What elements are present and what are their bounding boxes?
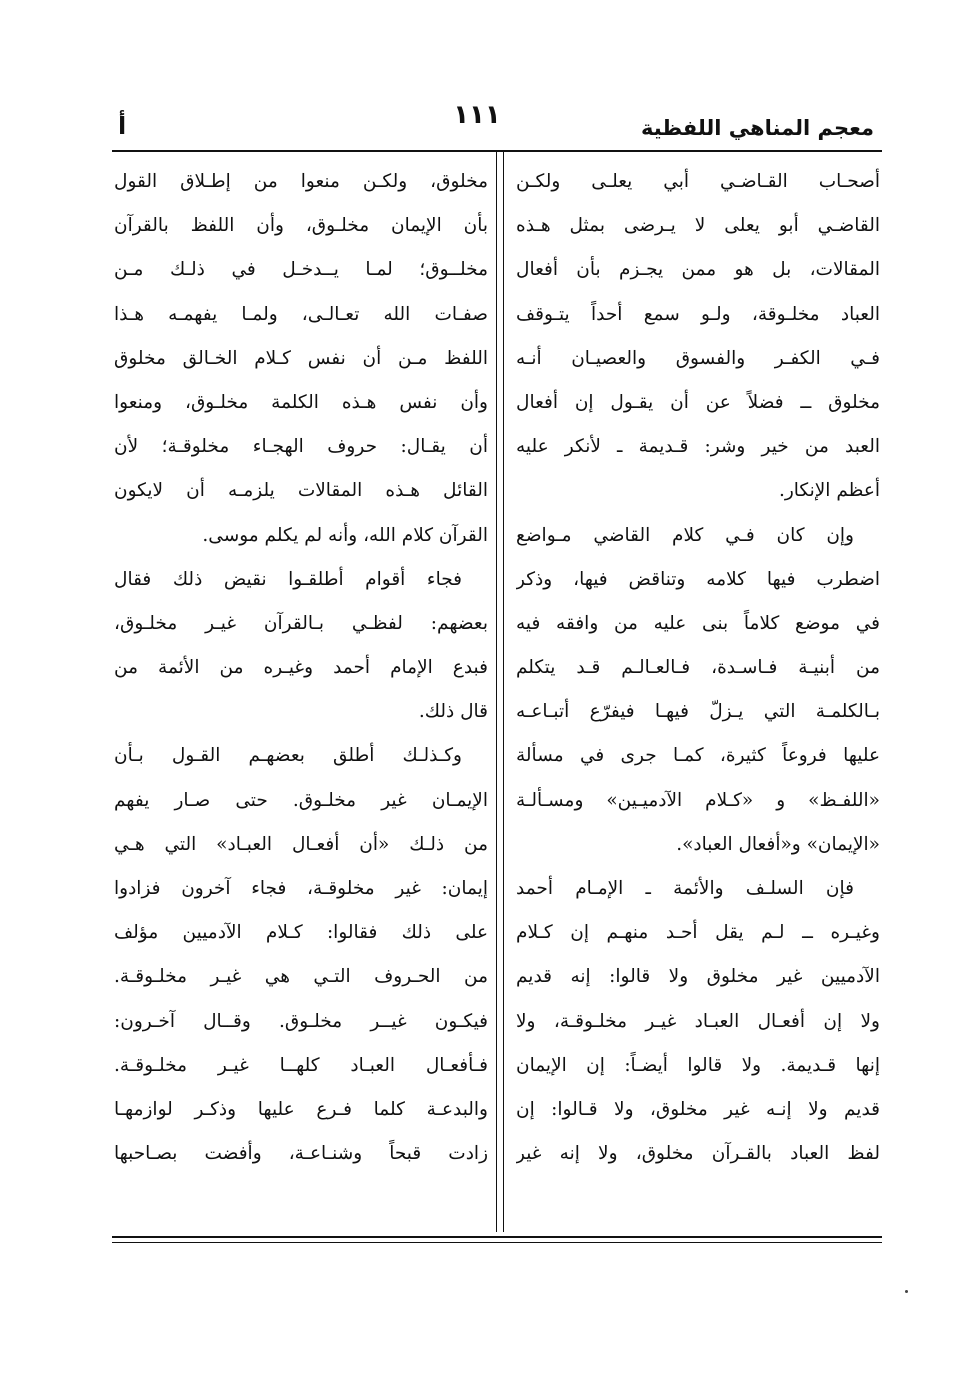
text-line: المقالات، بل هو ممن يجـزم بأن أفعال — [516, 259, 880, 281]
text-line: القرآن كلام الله، وأنه لم يكلم موسى. — [202, 524, 488, 546]
text-line: وكـذلـك أطلق بعضهـم القـول بـأن — [114, 745, 462, 767]
footer-rule — [112, 1236, 882, 1238]
text-line: فـي الكفـر والفسوق والعصيـان أنـه — [516, 347, 880, 369]
left-column — [114, 160, 488, 1176]
right-column — [516, 160, 880, 1176]
text-line: بـالكلمـة التي يـزلّ فيهـا فيفرّع أتبـاعـه — [516, 701, 880, 723]
text-line: العباد مخلـوقة، ولـو سمع أحداً يتـوقف — [516, 303, 880, 325]
text-line: قال ذلك. — [418, 701, 488, 723]
text-line: فجاء أقوام أطلقـوا نقيض ذلك فقال — [114, 568, 462, 590]
text-line: اللفظ مـن أن نفس كـلام الخـالق مخلوق — [114, 347, 488, 369]
text-line: أعظم الإنكار. — [778, 480, 880, 502]
text-line: بأن الإيمان مخلـوق، وأن اللفظ بالقرآن — [114, 215, 488, 237]
text-line: فيكـون غيــر مخلـوق. وقــال آخـرون: — [114, 1010, 488, 1032]
text-line: أن يقـال: حروف الهجـاء مخلوقـة؛ لأن — [114, 436, 488, 458]
text-line: والبدعـة كلما فـرع عليها وذكـر لوازمهـا — [114, 1098, 488, 1120]
text-line: اضطرب فيها كلامه وتناقض فيها، وذكر — [516, 568, 880, 590]
text-line: قديم ولا إنـه غير مخلوق، ولا قـالوا: إن — [516, 1098, 880, 1120]
signature-mark: أ — [118, 112, 127, 140]
text-line: بعضهم: لفظـي بـالقرآن غيـر مخلـوق، — [114, 612, 488, 634]
text-line: زادت قبحاً وشنـاعـة، وأفضت بصـاحبها — [114, 1143, 488, 1165]
text-line: فـأفعـال العبـاد كلهــا غيـر مخلـوقـة. — [114, 1054, 488, 1076]
text-line: وأن نفس هـذه الكلمة مخلـوق، ومنعوا — [114, 391, 488, 413]
text-line: من الحـروف التـي هي غيـر مخلـوقـة. — [114, 966, 488, 988]
text-line: «اللفـظ» و «كـلام الآدميـين» ومسـألـة — [516, 789, 880, 811]
text-line: مخلوق ــ فضلاً عن أن يقـول إن أفعال — [516, 391, 880, 413]
text-line: إيمان: غير مخلوقـة، فجاء آخرون فزادوا — [114, 878, 488, 899]
text-line: وغيـره ــ لـم يقل أحـد منهـم إن كـلام — [516, 922, 880, 944]
text-line: من أبنيـة فـاسـدة، فـالعـالـم قـد يتكلم — [516, 657, 880, 679]
column-divider — [496, 152, 504, 1232]
text-line: الإيمـان غير مخلـوق. حتى صـار يفهم — [114, 789, 488, 811]
text-line: الآدميين غير مخلوق ولا قالوا: إنه قديم — [516, 966, 880, 988]
text-line: عليها فروعاً كثيرة، كمـا جرى في مسألة — [516, 745, 880, 767]
text-line: مخلــوق؛ لمـا يــدخـل في ذلـك مـن — [114, 259, 488, 281]
text-line: ولا إن أفعـال العبـاد غيـر مخلـوقـة، ولا — [516, 1010, 880, 1032]
page-number: ١١١ — [453, 100, 501, 130]
text-line: فإن السلـف والأئمة ـ الإمـام أحمد — [516, 878, 854, 899]
text-line: على ذلك فقالوا: كـلام الآدميين مؤلف — [114, 922, 488, 944]
text-line: أصحـاب القـاضـي أبي يعلـى ولكـن — [516, 171, 880, 192]
book-title: معجم المناهي اللفظية — [640, 116, 874, 140]
text-line: إنها قـديمة. ولا قالوا أيضـاً: إن الإيمان — [516, 1054, 880, 1076]
text-line: في موضع كلاماً بنى عليه من وافقه فيه — [516, 612, 880, 634]
text-line: القائل هـذه المقالات يلزمـه أن لايكون — [114, 480, 488, 502]
text-line: فبدع الإمام أحمد وغيـره من الأئمة من — [114, 657, 488, 679]
text-line: من ذلـك «أن أفعـال العبـاد» التي هـي — [114, 833, 488, 855]
footer-rule-secondary — [112, 1242, 882, 1243]
text-line: صفـات الله تعـالـى، ولمـا يفهمـه هـذا — [114, 303, 488, 325]
text-line: وإن كان فـي كلام القاضي مـواضع — [516, 524, 854, 546]
margin-dot — [905, 1290, 908, 1293]
text-line: القاضـي أبو يعلى لا يـرضى بمثل هـذه — [516, 215, 880, 237]
text-line: مخلوق، ولكـن منعوا من إطـلاق القول — [114, 171, 488, 192]
text-line: «الإيمان» و«أفعال العباد». — [676, 833, 880, 855]
text-line: لفظ العباد بالقـرآن مخلوق، ولا إنه غير — [516, 1143, 880, 1165]
text-line: العبد من خير وشر: قـديمة ـ لأنكر عليه — [516, 436, 880, 458]
